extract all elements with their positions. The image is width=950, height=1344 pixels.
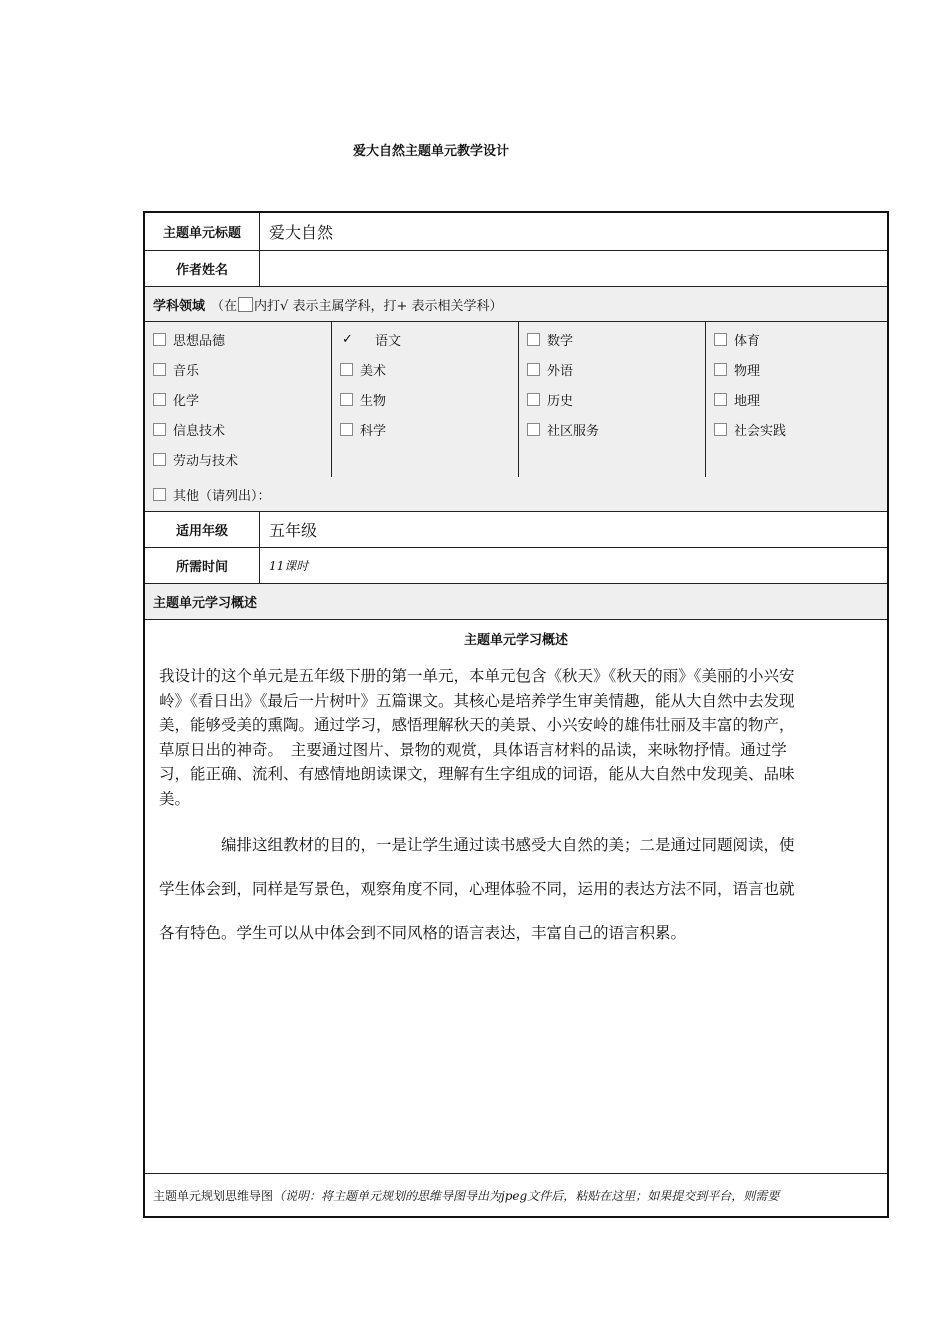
- row-grade: [145, 512, 887, 548]
- subject-item-art[interactable]: 美术: [340, 360, 386, 379]
- subject-item-it[interactable]: 信息技术: [153, 420, 225, 439]
- subject-item-other[interactable]: 其他（请列出）：: [153, 485, 271, 504]
- checkbox-icon[interactable]: [153, 488, 166, 501]
- checkbox-icon[interactable]: [527, 423, 540, 436]
- subject-area-label: 学科领域: [153, 298, 206, 314]
- overview-section-label: 主题单元学习概述: [153, 596, 258, 611]
- checkbox-icon[interactable]: [153, 453, 166, 466]
- unit-title-label: 主题单元标题: [145, 213, 260, 250]
- subject-item-physics[interactable]: 物理: [714, 360, 760, 379]
- unit-title-value[interactable]: 爱大自然: [269, 223, 334, 242]
- subject-item-community-service[interactable]: 社区服务: [527, 420, 599, 439]
- document-title: 爱大自然主题单元教学设计: [352, 144, 509, 159]
- row-author: [145, 251, 887, 287]
- checkbox-icon[interactable]: [527, 393, 540, 406]
- mindmap-label: 主题单元规划思维导图: [153, 1188, 274, 1203]
- time-label: 所需时间: [145, 548, 260, 583]
- subject-item-science[interactable]: 科学: [340, 420, 386, 439]
- subject-column-1: [145, 322, 332, 477]
- subject-item-chinese[interactable]: ✓ 语文: [342, 332, 402, 349]
- row-time: [145, 548, 887, 584]
- subject-item-biology[interactable]: 生物: [340, 390, 386, 409]
- subject-item-math[interactable]: 数学: [527, 330, 573, 349]
- checkbox-sample-icon: [238, 297, 253, 312]
- subject-item-ethics[interactable]: 思想品德: [153, 330, 225, 349]
- author-label: 作者姓名: [145, 251, 260, 286]
- subject-item-pe[interactable]: 体育: [714, 330, 760, 349]
- checkbox-icon[interactable]: [153, 333, 166, 346]
- overview-paragraph-2: 编排这组教材的目的，一是让学生通过读书感受大自然的美；二是通过同题阅读，使学生体会到，同样是写景色，观察角度不同，心理体验不同，运用的表达方法不同，语言也就各有特色。学生可以从中体会到不同风格的语言表达，丰富自己的语言积累。: [159, 836, 795, 942]
- checkbox-icon[interactable]: [340, 423, 353, 436]
- checkbox-icon[interactable]: [153, 423, 166, 436]
- subject-item-history[interactable]: 历史: [527, 390, 573, 409]
- checkbox-icon[interactable]: [340, 393, 353, 406]
- subject-column-3: [519, 322, 706, 477]
- time-value[interactable]: 11课时: [269, 559, 309, 573]
- checkbox-icon[interactable]: [714, 393, 727, 406]
- subject-item-labor[interactable]: 劳动与技术: [153, 450, 238, 469]
- row-subject-area: [145, 287, 887, 322]
- row-mindmap: [145, 1173, 887, 1216]
- checkbox-icon[interactable]: [714, 423, 727, 436]
- subject-column-2: [332, 322, 519, 477]
- checkbox-icon[interactable]: [527, 363, 540, 376]
- checkbox-icon[interactable]: [527, 333, 540, 346]
- subject-item-foreign-language[interactable]: 外语: [527, 360, 573, 379]
- overview-title: 主题单元学习概述: [463, 633, 568, 648]
- check-mark-icon[interactable]: ✓: [342, 332, 353, 347]
- author-value[interactable]: [259, 251, 887, 286]
- checkbox-icon[interactable]: [714, 363, 727, 376]
- mindmap-note: （说明：将主题单元规划的思维导图导出为jpeg文件后，粘贴在这里；如果提交到平台，则需要: [273, 1188, 780, 1203]
- grade-label: 适用年级: [145, 512, 260, 547]
- row-overview-header: [145, 584, 887, 620]
- subject-area-note-prefix: （在: [211, 298, 238, 314]
- subject-item-social-practice[interactable]: 社会实践: [714, 420, 786, 439]
- subject-item-geography[interactable]: 地理: [714, 390, 760, 409]
- overview-paragraph-1: 我设计的这个单元是五年级下册的第一单元，本单元包含《秋天》《秋天的雨》《美丽的小兴安岭》《看日出》《最后一片树叶》五篇课文。其核心是培养学生审美情趣，能从大自然中去发现美，能够受美的熏陶。通过学习，感悟理解秋天的美景、小兴安岭的雄伟壮丽及丰富的物产，草原日出的神奇。 主要通过图片、景物的观赏，具体语言材料的品读，来咏物抒情。通过学习，能正确、流利、有感情地朗读课文，理解有生字组成的词语，能从大自然中发现美、品味美。: [159, 667, 795, 808]
- subject-item-chemistry[interactable]: 化学: [153, 390, 199, 409]
- subject-area-note-suffix: 内打√ 表示主属学科，打+ 表示相关学科）: [254, 298, 503, 314]
- subject-column-4: [706, 322, 889, 477]
- subject-item-music[interactable]: 音乐: [153, 360, 199, 379]
- grade-value[interactable]: 五年级: [269, 521, 318, 540]
- checkbox-icon[interactable]: [153, 393, 166, 406]
- subjects-grid: [145, 322, 887, 477]
- row-unit-title: [145, 213, 887, 251]
- checkbox-icon[interactable]: [153, 363, 166, 376]
- checkbox-icon[interactable]: [714, 333, 727, 346]
- unit-design-form: [143, 211, 889, 1218]
- checkbox-icon[interactable]: [340, 363, 353, 376]
- subject-area-note: [211, 295, 502, 314]
